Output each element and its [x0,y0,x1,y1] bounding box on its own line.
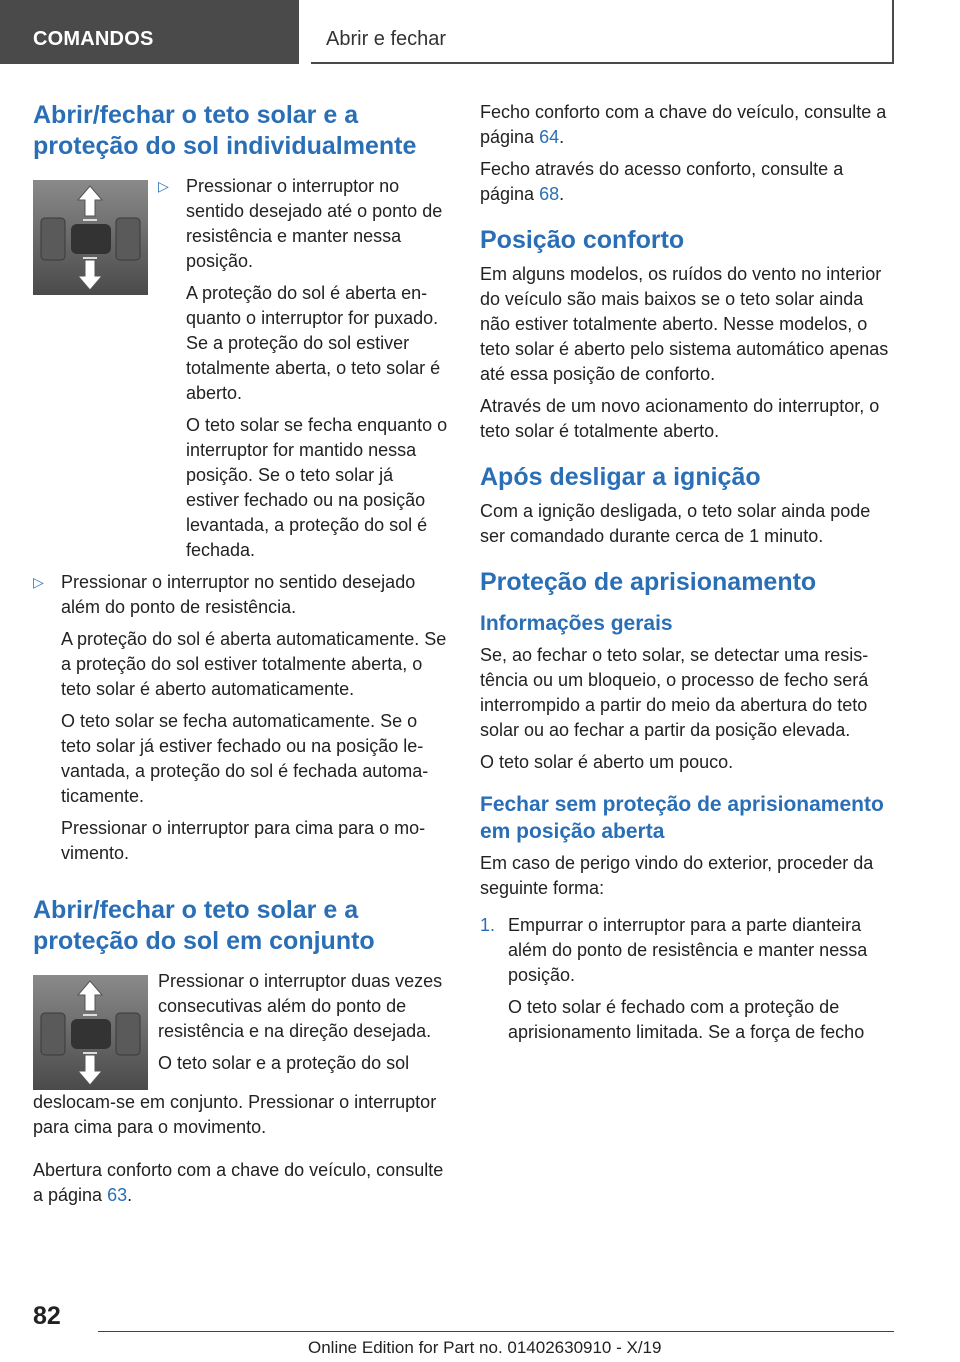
heading-close-without-protection: Fechar sem proteção de aprisionamento em posição aberta [480,793,884,843]
sunroof-switch-image [33,180,148,295]
bullet-1-close: O teto solar se fecha enquanto o interruptor for mantido nessa posição. Se o teto solar já estiver fechado ou na posição levantada, a proteção do sol é fechada. [186,415,448,560]
comfort-position-p1: Em alguns modelos, os ruídos do vento no interior do veículo são mais baixos se o teto solar ainda não estiver totalmente aberto. Nesse modelos, o teto solar é aberto pelo sistema automático apenas até essa posição de conforto. [480,264,889,384]
heading-pinch-protection: Proteção de aprisionamento [480,568,817,596]
heading-after-ignition: Após desligar a ignição [480,463,761,491]
footer-edition: Online Edition for Part no. 01402630910 - X/19 [308,1338,662,1357]
together-text-b: deslocam-se em conjunto. Pressionar o interruptor para cima para o movimento. [33,1092,437,1137]
triangle-right-icon: ▷ [158,178,169,194]
page-link-64[interactable]: 64 [539,127,560,147]
triangle-right-icon: ▷ [33,574,44,590]
bullet-1-main: Pressionar o interruptor no sentido desejado até o ponto de resistência e manter nessa posição. [186,176,443,271]
step-1-number: 1. [480,915,496,935]
heading-together: Abrir/fechar o teto solar e a proteção do sol em conjunto [33,896,375,955]
right-column [480,100,895,1052]
individual-block [33,174,448,570]
bullet-2 [33,570,448,873]
comfort-open-ref: Abertura conforto com a chave do veículo, consulte a página 63. [33,1160,444,1205]
together-instruction: Pressionar o interruptor duas vezes consecutivas além do ponto de resistência e na direção desejada. [158,971,443,1041]
bullet-2-move: Pressionar o interruptor para cima para o movimento. [61,818,426,863]
bullet-2-main: Pressionar o interruptor no sentido desejado além do ponto de resistência. [61,572,416,617]
comfort-close-key: Fecho conforto com a chave do veículo, consulte a página 64. [480,102,887,147]
step-1 [480,913,895,1052]
footer-divider [98,1331,894,1332]
sunroof-switch-image-2 [33,975,148,1090]
bullet-2-close: O teto solar se fecha automaticamente. Se o teto solar já estiver fechado ou na posição levantada, a proteção do sol é fechada automaticamente. [61,711,429,806]
page-number: 82 [33,1302,61,1330]
close-without-protection-p1: Em caso de perigo vindo do exterior, proceder da seguinte forma: [480,853,874,898]
together-block [33,969,448,1090]
header-chapter-label: Abrir e fechar [326,28,447,50]
heading-individual: Abrir/fechar o teto solar e a proteção do sol individualmente [33,101,417,160]
together-text-a: O teto solar e a proteção do sol [158,1053,410,1073]
comfort-position-p2: Através de um novo acionamento do interruptor, o teto solar é totalmente aberto. [480,396,880,441]
comfort-close-access: Fecho através do acesso conforto, consulte a página 68. [480,159,844,204]
step-1-main: Empurrar o interruptor para a parte dianteira além do ponto de resistência e manter nessa posição. [508,915,868,985]
left-column [33,100,448,1215]
heading-comfort-position: Posição conforto [480,226,685,254]
after-ignition-p1: Com a ignição desligada, o teto solar ainda pode ser comandado durante cerca de 1 minuto. [480,501,871,546]
page-link-63[interactable]: 63 [107,1185,128,1205]
general-info-p2: O teto solar é aberto um pouco. [480,752,734,772]
bullet-2-open: A proteção do sol é aberta automaticamente. Se a proteção do sol estiver totalmente aberta, o teto solar é aberto automaticamente. [61,629,447,699]
heading-general-info: Informações gerais [480,612,673,635]
step-1-detail: O teto solar é fechado com a proteção de aprisionamento limitada. Se a força de fecho [508,997,865,1042]
bullet-1 [158,174,448,570]
page-link-68[interactable]: 68 [539,184,560,204]
general-info-p1: Se, ao fechar o teto solar, se detectar uma resistência ou um bloqueio, o processo de fecho será interrompido a partir do meio da abertura do teto solar ou ao fechar a partir da posição elevada. [480,645,869,740]
bullet-1-open: A proteção do sol é aberta enquanto o interruptor for puxado. Se a proteção do sol estiver totalmente aberta, o teto solar é aberto. [186,283,441,403]
header-section-label: COMANDOS [33,28,154,50]
